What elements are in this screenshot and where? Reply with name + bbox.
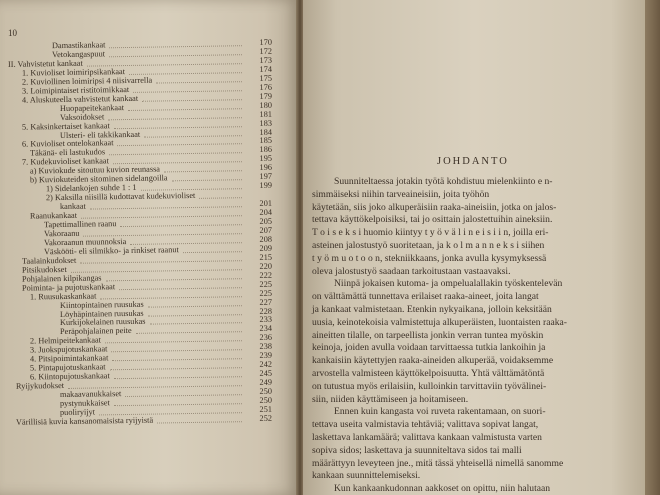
text-line: tettava useita valmistavia tehtäviä; valittava sopivat langat,	[312, 419, 539, 431]
text-line: on välttämättä tunnettava erilaiset raaka-aineet, joita langat	[312, 291, 539, 303]
toc-entry-page: 238	[259, 342, 273, 352]
toc-entry-label: Värillisiä kuvia kansanomaisista ryijyistä	[15, 415, 154, 427]
toc-entry-label: 1) Sidelankojen suhde 1 : 1	[45, 183, 137, 194]
toc-entry-page: 208	[259, 234, 273, 244]
toc-entry-label: puoliryijyt	[59, 407, 96, 417]
toc-entry-label: 2. Kuviollinen loimiripsi 4 niisivarrella	[21, 75, 153, 87]
toc-entry-page: 220	[259, 261, 273, 271]
text-line: t y ö m u o t o o n, stekniikkaans, jonka avulla kysymyksessä	[312, 252, 547, 264]
toc-entry-label: Ulsteri- eli takkikankaat	[59, 129, 141, 140]
toc-entry-label: 5. Kaksinkertaiset kankaat	[21, 120, 110, 132]
toc-entry-page: 180	[259, 100, 273, 110]
toc-entry-page: 236	[259, 333, 273, 343]
toc-entry-label: 1. Kuvioliset loimiripsikankaat	[21, 66, 126, 78]
toc-entry-page: 207	[259, 225, 273, 235]
toc-entry-page: 186	[259, 145, 273, 155]
toc-entry-page: 199	[259, 180, 273, 191]
toc-entry-page: 242	[259, 359, 273, 370]
text-line: määrättyyn leveyteen jne., mitä tässä yhteisellä nimellä sanomme	[312, 457, 564, 469]
toc-entry-label: Poiminta- ja pujotuskankaat	[21, 281, 116, 293]
toc-entry-label: 1. Ruusukaskankaat	[29, 291, 97, 302]
toc-entry-page: 234	[259, 324, 273, 334]
toc-entry-page: 201	[259, 198, 273, 209]
toc-entry-label: Väskööti- eli silmikko- ja rinkiset raanut	[43, 245, 179, 257]
toc-entry-label: Damastikankaat	[51, 40, 106, 51]
toc-entry-label: Kiintopintainen ruusukas	[59, 299, 144, 310]
toc-entry-label: kankaat	[59, 201, 86, 212]
toc-entry-page: 250	[259, 395, 273, 405]
toc-entry-page: 209	[259, 243, 273, 253]
toc-entry-page: 249	[259, 377, 273, 388]
text-line: Kun kankaankudonnan aakkoset on opittu, niin halutaan	[334, 483, 551, 495]
toc-entry-label: Raanukankaat	[29, 210, 78, 221]
toc-entry-page: 251	[259, 404, 273, 414]
toc-entry-label: 2. Helmipeitekankaat	[29, 335, 102, 346]
toc-entry-page: 173	[259, 55, 273, 65]
toc-entry-page: 225	[259, 288, 273, 298]
toc-entry-label: Taalainkudokset	[21, 255, 77, 266]
toc-entry-label: 6. Kuvioliset ontelokankaat	[21, 138, 114, 150]
toc-entry-label: Vaksoidokset	[59, 111, 105, 122]
toc-entry-page: 233	[259, 315, 273, 325]
text-line: uusia, keinotekoisia valmistettuja alkuperäisten, luontaisten raaka-	[312, 316, 567, 328]
text-line: asteinen jalostustyö suoritetaan, ja k o l m a n n e k s i siihen	[312, 240, 545, 251]
toc-entry-page: 185	[259, 136, 273, 146]
text-line: aineitten tilalle, on tarpeellista jonkin verran tuntea myöskin	[312, 329, 544, 341]
toc-entry-label: Täkänä- eli lastukudos	[29, 147, 106, 158]
toc-entry-page: 252	[259, 413, 273, 423]
toc-entry-page: 205	[259, 216, 273, 226]
toc-entry-label: 3. Loimipintaiset ristitoimikkaat	[21, 84, 130, 96]
toc-entry-page: 215	[259, 252, 273, 262]
toc-entry-label: 5. Pintapujotuskankaat	[29, 362, 106, 373]
toc-entry-page: 195	[259, 154, 273, 164]
toc-entry-page: 176	[259, 82, 273, 92]
toc-entry-label: Peräpohjalainen peite	[59, 326, 132, 337]
toc-leader-dots	[157, 412, 242, 423]
toc-entry-page: 181	[259, 109, 273, 119]
text-line: kankaisiin käytettyjen raaka-aineiden alkuperää, voidaksemme	[312, 355, 554, 367]
text-line: ja kankaat valmistetaan. Etenkin nykyaikana, jolloin keksitään	[312, 304, 552, 315]
toc-entry-label: Löyhäpintainen ruusukas	[59, 308, 144, 319]
text-line: simmäiseksi niihin tarveaineisiin, joita työhön	[312, 188, 490, 200]
toc-entry-page: 225	[259, 279, 273, 289]
toc-entry-page: 196	[259, 163, 273, 173]
toc-entry-label: Ryijykudokset	[15, 381, 65, 391]
toc-entry-page: 170	[259, 37, 273, 47]
page-number: 10	[8, 28, 17, 38]
toc-entry-label: 2) Kaksilla niisillä kudottavat kudekuvioliset	[45, 191, 196, 203]
toc-entry-page: 183	[259, 118, 273, 128]
chapter-heading: JOHDANTO	[437, 156, 509, 167]
toc-entry-label: Huopapeitekankaat	[59, 102, 125, 113]
toc-entry-page: 184	[259, 127, 273, 137]
toc-entry-page: 239	[259, 350, 273, 361]
text-line: arvostella valmisteen käyttökelpoisuutta. Yhtä välttämätöntä	[312, 368, 545, 379]
text-line: T o i s e k s i huomio kiintyy t y ö v ä l i n e i s i i n, joilla eri-	[312, 227, 549, 239]
left-page	[0, 0, 300, 495]
toc-entry-label: 7. Kudekuvioliset kankaat	[21, 156, 109, 167]
toc-entry-label: makaavanukkaiset	[59, 389, 122, 400]
toc-entry-label: Pohjalainen kilpikangas	[21, 273, 102, 284]
text-line: tettava käyttökelpoisiksi, tai jo osittain jalostettuihin aineksiin.	[312, 214, 553, 226]
toc-entry-page: 227	[259, 297, 273, 307]
text-line: keinoja, joiden avulla voidaan tarvittaessa tutkia lankoihin ja	[312, 342, 546, 354]
table-of-contents	[0, 38, 300, 478]
text-line: Suunniteltaessa jotakin työtä kohdistuu mielenkiinto e n-	[334, 176, 553, 187]
toc-entry-label: Kurkijokelainen ruusukas	[59, 317, 146, 328]
text-line: käytetään, siis joko alkuperäisiin raaka-aineisiin, jotka on jalos-	[312, 201, 557, 213]
text-line: Ennen kuin kangasta voi ruveta rakentamaan, on suori-	[334, 406, 546, 418]
text-line: Niinpä jokaisen kutoma- ja ompelualallakin työskentelevän	[334, 278, 563, 290]
toc-entry-label: pystynukkaiset	[59, 398, 110, 409]
text-line: kankaan suunnittelemiseksi.	[312, 470, 421, 482]
toc-entry-page: 174	[259, 64, 273, 74]
toc-entry-label: 4. Pitsipoimintakankaat	[29, 353, 109, 364]
toc-entry-page: 250	[259, 386, 273, 396]
text-line: oleva jalostustyö saadaan tarkoitustaan vastaavaksi.	[312, 265, 511, 277]
text-line: sopiva sidos; laskettava ja suunniteltava sidos tai malli	[312, 444, 522, 456]
toc-entry-label: Vakoraanu	[43, 228, 80, 239]
toc-entry-label: 3. Juokspujotuskankaat	[29, 344, 108, 355]
toc-entry-page: 197	[259, 171, 273, 182]
toc-entry-page: 222	[259, 270, 273, 280]
toc-entry-page: 204	[259, 207, 273, 217]
toc-entry-label: a) Kuviokude sitoutuu kuvion reunassa	[29, 164, 161, 176]
toc-entry-page: 172	[259, 46, 273, 56]
toc-entry-label: Vakoraanun muunnoksia	[43, 236, 127, 248]
toc-entry-label: Pitsikudokset	[21, 264, 67, 275]
text-line: siin, niiden käyttämiseen ja hoitamiseen.	[312, 393, 469, 405]
toc-entry-label: Vetokangaspuut	[51, 49, 106, 60]
toc-entry-page: 245	[259, 368, 273, 379]
page-edge	[645, 0, 660, 495]
toc-entry-label: 4. Aluskuteella vahvistetut kankaat	[21, 93, 139, 105]
text-line: on tutustua myös erilaisiin, kulloinkin tarvittaviin työvälinei-	[312, 380, 547, 392]
toc-entry-label: b) Kuviokuteiden sitominen sidelangoilla	[29, 173, 168, 185]
toc-entry-label: II. Vahvistetut kankaat	[7, 58, 83, 69]
toc-entry-page: 175	[259, 73, 273, 83]
toc-entry-page: 179	[259, 91, 273, 101]
toc-entry-label: 6. Kiintopujotuskankaat	[29, 371, 110, 382]
text-line: laskettava lankamäärä; valittava kankaan valmistusta varten	[312, 432, 542, 443]
toc-entry-label: Tapettimallinen raanu	[43, 219, 117, 230]
toc-entry-page: 228	[259, 306, 273, 316]
